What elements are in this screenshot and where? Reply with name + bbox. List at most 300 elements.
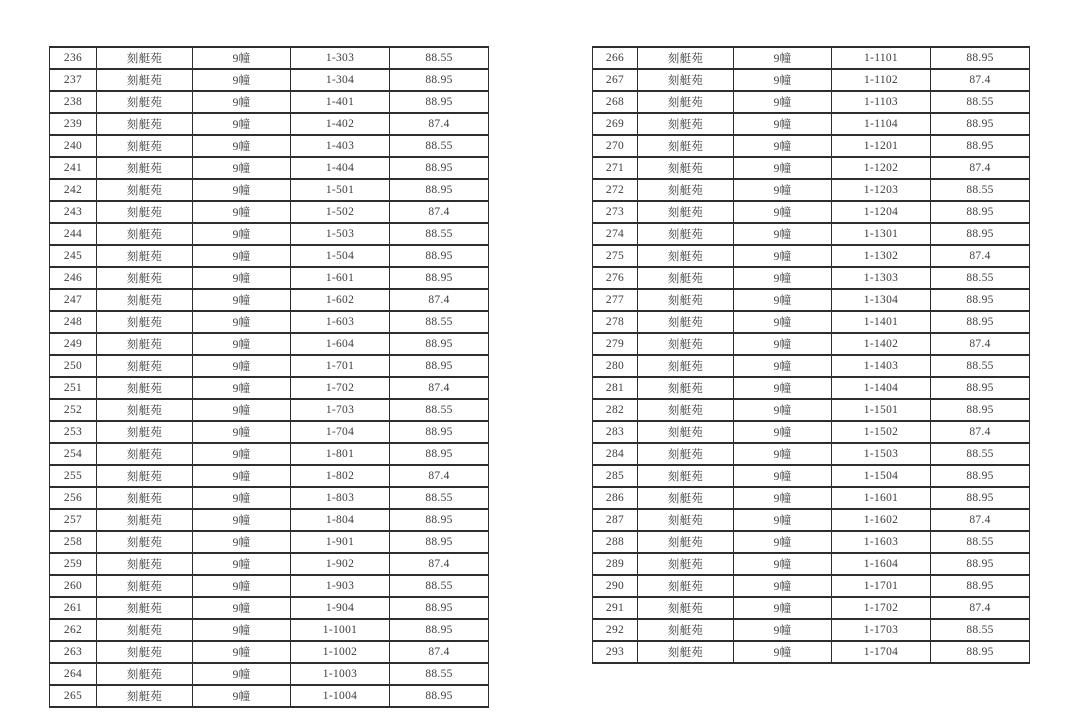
cell-community-name: 刻艇苑: [638, 355, 734, 377]
cell-floor-area: 87.4: [390, 553, 489, 575]
cell-room-number: 1-1101: [832, 47, 931, 69]
cell-floor-area: 87.4: [390, 377, 489, 399]
cell-serial-number: 265: [50, 685, 97, 707]
cell-serial-number: 257: [50, 509, 97, 531]
cell-building-number: 9幢: [193, 575, 291, 597]
cell-serial-number: 243: [50, 201, 97, 223]
cell-community-name: 刻艇苑: [638, 597, 734, 619]
cell-building-number: 9幢: [193, 91, 291, 113]
cell-floor-area: 88.55: [931, 91, 1030, 113]
cell-room-number: 1-1602: [832, 509, 931, 531]
cell-room-number: 1-503: [291, 223, 390, 245]
table-row: [50, 531, 489, 553]
table-left-body: [50, 47, 489, 707]
cell-community-name: 刻艇苑: [638, 157, 734, 179]
cell-serial-number: 285: [593, 465, 638, 487]
unit-area-table-right-page: [592, 46, 1030, 664]
table-row: [593, 267, 1030, 289]
table-row: [593, 289, 1030, 311]
cell-room-number: 1-1404: [832, 377, 931, 399]
cell-floor-area: 88.95: [931, 135, 1030, 157]
cell-floor-area: 88.95: [390, 597, 489, 619]
cell-serial-number: 281: [593, 377, 638, 399]
cell-room-number: 1-701: [291, 355, 390, 377]
table-row: [593, 333, 1030, 355]
table-row: [50, 69, 489, 91]
cell-serial-number: 254: [50, 443, 97, 465]
cell-room-number: 1-903: [291, 575, 390, 597]
cell-floor-area: 88.55: [931, 443, 1030, 465]
table-row: [50, 377, 489, 399]
cell-serial-number: 236: [50, 47, 97, 69]
cell-serial-number: 287: [593, 509, 638, 531]
cell-serial-number: 270: [593, 135, 638, 157]
table-row: [593, 157, 1030, 179]
table-row: [593, 487, 1030, 509]
cell-floor-area: 87.4: [931, 421, 1030, 443]
table-row: [50, 245, 489, 267]
table-row: [593, 377, 1030, 399]
cell-building-number: 9幢: [734, 113, 832, 135]
cell-serial-number: 239: [50, 113, 97, 135]
cell-community-name: 刻艇苑: [97, 619, 193, 641]
cell-serial-number: 264: [50, 663, 97, 685]
cell-serial-number: 273: [593, 201, 638, 223]
cell-serial-number: 266: [593, 47, 638, 69]
cell-community-name: 刻艇苑: [638, 267, 734, 289]
cell-room-number: 1-803: [291, 487, 390, 509]
cell-floor-area: 88.95: [390, 69, 489, 91]
cell-floor-area: 88.95: [931, 113, 1030, 135]
cell-serial-number: 244: [50, 223, 97, 245]
cell-community-name: 刻艇苑: [97, 597, 193, 619]
cell-floor-area: 88.55: [390, 311, 489, 333]
cell-floor-area: 88.95: [390, 509, 489, 531]
table-row: [50, 201, 489, 223]
cell-floor-area: 88.95: [390, 157, 489, 179]
cell-community-name: 刻艇苑: [97, 91, 193, 113]
table-row: [50, 355, 489, 377]
cell-serial-number: 249: [50, 333, 97, 355]
cell-building-number: 9幢: [734, 641, 832, 663]
cell-community-name: 刻艇苑: [638, 47, 734, 69]
cell-floor-area: 88.95: [390, 333, 489, 355]
cell-community-name: 刻艇苑: [638, 69, 734, 91]
cell-room-number: 1-1001: [291, 619, 390, 641]
cell-floor-area: 88.95: [931, 553, 1030, 575]
cell-floor-area: 88.55: [390, 487, 489, 509]
cell-room-number: 1-1603: [832, 531, 931, 553]
cell-community-name: 刻艇苑: [97, 443, 193, 465]
cell-building-number: 9幢: [193, 421, 291, 443]
cell-community-name: 刻艇苑: [638, 135, 734, 157]
cell-serial-number: 268: [593, 91, 638, 113]
table-row: [593, 553, 1030, 575]
cell-building-number: 9幢: [193, 465, 291, 487]
cell-community-name: 刻艇苑: [97, 377, 193, 399]
cell-room-number: 1-1002: [291, 641, 390, 663]
cell-building-number: 9幢: [734, 487, 832, 509]
cell-community-name: 刻艇苑: [97, 575, 193, 597]
cell-community-name: 刻艇苑: [97, 201, 193, 223]
cell-building-number: 9幢: [734, 289, 832, 311]
cell-floor-area: 88.95: [931, 487, 1030, 509]
cell-building-number: 9幢: [734, 575, 832, 597]
cell-floor-area: 88.55: [931, 619, 1030, 641]
cell-building-number: 9幢: [193, 663, 291, 685]
cell-floor-area: 88.55: [390, 399, 489, 421]
table-row: [593, 355, 1030, 377]
cell-serial-number: 246: [50, 267, 97, 289]
cell-serial-number: 253: [50, 421, 97, 443]
cell-serial-number: 260: [50, 575, 97, 597]
cell-floor-area: 87.4: [390, 465, 489, 487]
cell-floor-area: 88.95: [931, 289, 1030, 311]
cell-floor-area: 88.95: [390, 267, 489, 289]
cell-serial-number: 242: [50, 179, 97, 201]
cell-community-name: 刻艇苑: [638, 311, 734, 333]
cell-room-number: 1-603: [291, 311, 390, 333]
cell-floor-area: 87.4: [931, 69, 1030, 91]
cell-room-number: 1-502: [291, 201, 390, 223]
table-row: [593, 47, 1030, 69]
cell-building-number: 9幢: [734, 135, 832, 157]
cell-building-number: 9幢: [734, 377, 832, 399]
cell-community-name: 刻艇苑: [97, 223, 193, 245]
cell-building-number: 9幢: [734, 421, 832, 443]
cell-floor-area: 88.95: [390, 443, 489, 465]
cell-room-number: 1-1504: [832, 465, 931, 487]
cell-floor-area: 88.95: [931, 377, 1030, 399]
cell-community-name: 刻艇苑: [97, 355, 193, 377]
cell-community-name: 刻艇苑: [638, 223, 734, 245]
table-row: [50, 113, 489, 135]
cell-building-number: 9幢: [734, 531, 832, 553]
cell-serial-number: 289: [593, 553, 638, 575]
cell-serial-number: 252: [50, 399, 97, 421]
cell-building-number: 9幢: [734, 465, 832, 487]
cell-building-number: 9幢: [193, 553, 291, 575]
table-row: [50, 443, 489, 465]
cell-building-number: 9幢: [193, 223, 291, 245]
table-row: [50, 465, 489, 487]
cell-building-number: 9幢: [734, 399, 832, 421]
cell-room-number: 1-1201: [832, 135, 931, 157]
cell-building-number: 9幢: [193, 113, 291, 135]
cell-community-name: 刻艇苑: [638, 333, 734, 355]
cell-serial-number: 279: [593, 333, 638, 355]
cell-serial-number: 238: [50, 91, 97, 113]
cell-building-number: 9幢: [193, 597, 291, 619]
cell-room-number: 1-1203: [832, 179, 931, 201]
cell-community-name: 刻艇苑: [638, 575, 734, 597]
cell-building-number: 9幢: [193, 399, 291, 421]
cell-room-number: 1-303: [291, 47, 390, 69]
cell-community-name: 刻艇苑: [638, 443, 734, 465]
cell-serial-number: 290: [593, 575, 638, 597]
cell-community-name: 刻艇苑: [97, 663, 193, 685]
cell-building-number: 9幢: [193, 685, 291, 707]
cell-room-number: 1-1703: [832, 619, 931, 641]
cell-building-number: 9幢: [193, 47, 291, 69]
cell-building-number: 9幢: [734, 443, 832, 465]
table-row: [50, 289, 489, 311]
cell-floor-area: 87.4: [931, 509, 1030, 531]
cell-community-name: 刻艇苑: [97, 113, 193, 135]
table-row: [50, 333, 489, 355]
cell-room-number: 1-1403: [832, 355, 931, 377]
cell-community-name: 刻艇苑: [638, 179, 734, 201]
cell-room-number: 1-401: [291, 91, 390, 113]
cell-room-number: 1-702: [291, 377, 390, 399]
cell-community-name: 刻艇苑: [97, 47, 193, 69]
cell-floor-area: 88.55: [931, 355, 1030, 377]
cell-building-number: 9幢: [734, 201, 832, 223]
cell-serial-number: 293: [593, 641, 638, 663]
cell-room-number: 1-1102: [832, 69, 931, 91]
cell-room-number: 1-1704: [832, 641, 931, 663]
cell-building-number: 9幢: [734, 311, 832, 333]
cell-floor-area: 88.55: [390, 47, 489, 69]
table-row: [593, 531, 1030, 553]
cell-community-name: 刻艇苑: [97, 135, 193, 157]
cell-room-number: 1-402: [291, 113, 390, 135]
cell-building-number: 9幢: [734, 91, 832, 113]
cell-building-number: 9幢: [193, 487, 291, 509]
cell-serial-number: 241: [50, 157, 97, 179]
table-row: [50, 223, 489, 245]
cell-room-number: 1-902: [291, 553, 390, 575]
cell-room-number: 1-1503: [832, 443, 931, 465]
cell-room-number: 1-1502: [832, 421, 931, 443]
cell-serial-number: 256: [50, 487, 97, 509]
cell-floor-area: 87.4: [931, 333, 1030, 355]
cell-serial-number: 283: [593, 421, 638, 443]
table-row: [593, 597, 1030, 619]
cell-floor-area: 88.95: [931, 201, 1030, 223]
table-row: [593, 509, 1030, 531]
table-row: [593, 575, 1030, 597]
table-row: [50, 575, 489, 597]
cell-floor-area: 88.55: [931, 267, 1030, 289]
cell-building-number: 9幢: [193, 69, 291, 91]
table-row: [50, 597, 489, 619]
cell-building-number: 9幢: [193, 289, 291, 311]
cell-serial-number: 276: [593, 267, 638, 289]
table-row: [50, 47, 489, 69]
cell-community-name: 刻艇苑: [638, 399, 734, 421]
cell-building-number: 9幢: [734, 245, 832, 267]
cell-building-number: 9幢: [193, 333, 291, 355]
table-row: [50, 553, 489, 575]
cell-building-number: 9幢: [193, 245, 291, 267]
cell-room-number: 1-1301: [832, 223, 931, 245]
cell-floor-area: 88.55: [931, 179, 1030, 201]
cell-room-number: 1-403: [291, 135, 390, 157]
cell-room-number: 1-1401: [832, 311, 931, 333]
cell-serial-number: 263: [50, 641, 97, 663]
cell-community-name: 刻艇苑: [97, 311, 193, 333]
table-row: [50, 421, 489, 443]
cell-room-number: 1-1303: [832, 267, 931, 289]
cell-building-number: 9幢: [193, 619, 291, 641]
table-row: [50, 399, 489, 421]
cell-community-name: 刻艇苑: [638, 487, 734, 509]
table-row: [50, 135, 489, 157]
cell-community-name: 刻艇苑: [97, 399, 193, 421]
cell-floor-area: 88.95: [390, 685, 489, 707]
table-row: [593, 311, 1030, 333]
table-row: [50, 663, 489, 685]
table-row: [593, 443, 1030, 465]
cell-serial-number: 272: [593, 179, 638, 201]
cell-room-number: 1-304: [291, 69, 390, 91]
cell-community-name: 刻艇苑: [638, 553, 734, 575]
cell-serial-number: 280: [593, 355, 638, 377]
table-row: [593, 91, 1030, 113]
cell-building-number: 9幢: [734, 509, 832, 531]
cell-floor-area: 88.95: [931, 47, 1030, 69]
cell-building-number: 9幢: [734, 355, 832, 377]
cell-room-number: 1-1304: [832, 289, 931, 311]
table-row: [593, 69, 1030, 91]
cell-building-number: 9幢: [734, 619, 832, 641]
cell-floor-area: 88.95: [931, 465, 1030, 487]
cell-floor-area: 88.55: [931, 531, 1030, 553]
cell-serial-number: 271: [593, 157, 638, 179]
cell-room-number: 1-1003: [291, 663, 390, 685]
cell-community-name: 刻艇苑: [97, 245, 193, 267]
cell-room-number: 1-1501: [832, 399, 931, 421]
cell-serial-number: 277: [593, 289, 638, 311]
cell-room-number: 1-703: [291, 399, 390, 421]
table-row: [593, 465, 1030, 487]
cell-serial-number: 237: [50, 69, 97, 91]
cell-room-number: 1-404: [291, 157, 390, 179]
cell-serial-number: 278: [593, 311, 638, 333]
cell-room-number: 1-604: [291, 333, 390, 355]
cell-building-number: 9幢: [193, 531, 291, 553]
cell-floor-area: 88.95: [390, 179, 489, 201]
cell-room-number: 1-1604: [832, 553, 931, 575]
cell-community-name: 刻艇苑: [97, 641, 193, 663]
table-row: [50, 685, 489, 707]
cell-room-number: 1-501: [291, 179, 390, 201]
cell-building-number: 9幢: [734, 553, 832, 575]
cell-building-number: 9幢: [734, 179, 832, 201]
cell-room-number: 1-704: [291, 421, 390, 443]
cell-serial-number: 275: [593, 245, 638, 267]
cell-room-number: 1-804: [291, 509, 390, 531]
cell-floor-area: 88.55: [390, 663, 489, 685]
table-row: [50, 267, 489, 289]
cell-floor-area: 88.55: [390, 575, 489, 597]
cell-serial-number: 292: [593, 619, 638, 641]
cell-room-number: 1-1701: [832, 575, 931, 597]
table-row: [593, 619, 1030, 641]
cell-room-number: 1-1702: [832, 597, 931, 619]
cell-room-number: 1-904: [291, 597, 390, 619]
cell-building-number: 9幢: [193, 267, 291, 289]
cell-community-name: 刻艇苑: [97, 421, 193, 443]
cell-community-name: 刻艇苑: [97, 553, 193, 575]
cell-serial-number: 262: [50, 619, 97, 641]
cell-room-number: 1-802: [291, 465, 390, 487]
table-row: [593, 641, 1030, 663]
cell-building-number: 9幢: [734, 69, 832, 91]
cell-room-number: 1-1202: [832, 157, 931, 179]
cell-room-number: 1-901: [291, 531, 390, 553]
cell-serial-number: 284: [593, 443, 638, 465]
table-row: [50, 179, 489, 201]
cell-serial-number: 245: [50, 245, 97, 267]
cell-building-number: 9幢: [734, 157, 832, 179]
cell-floor-area: 88.95: [390, 619, 489, 641]
cell-community-name: 刻艇苑: [97, 509, 193, 531]
table-row: [50, 91, 489, 113]
cell-floor-area: 88.95: [931, 311, 1030, 333]
cell-floor-area: 88.55: [390, 135, 489, 157]
table-row: [593, 399, 1030, 421]
cell-serial-number: 247: [50, 289, 97, 311]
cell-building-number: 9幢: [734, 223, 832, 245]
cell-community-name: 刻艇苑: [97, 465, 193, 487]
table-row: [50, 487, 489, 509]
cell-floor-area: 87.4: [390, 641, 489, 663]
table-row: [593, 223, 1030, 245]
cell-floor-area: 87.4: [931, 157, 1030, 179]
cell-serial-number: 250: [50, 355, 97, 377]
cell-community-name: 刻艇苑: [638, 377, 734, 399]
cell-building-number: 9幢: [193, 509, 291, 531]
cell-room-number: 1-1204: [832, 201, 931, 223]
cell-room-number: 1-1004: [291, 685, 390, 707]
table-row: [593, 135, 1030, 157]
cell-serial-number: 291: [593, 597, 638, 619]
cell-room-number: 1-602: [291, 289, 390, 311]
cell-serial-number: 267: [593, 69, 638, 91]
cell-community-name: 刻艇苑: [638, 641, 734, 663]
cell-room-number: 1-601: [291, 267, 390, 289]
cell-floor-area: 88.95: [931, 575, 1030, 597]
cell-floor-area: 88.55: [390, 223, 489, 245]
cell-floor-area: 88.95: [390, 531, 489, 553]
cell-floor-area: 87.4: [390, 289, 489, 311]
cell-community-name: 刻艇苑: [97, 487, 193, 509]
table-row: [50, 641, 489, 663]
cell-serial-number: 274: [593, 223, 638, 245]
cell-building-number: 9幢: [734, 597, 832, 619]
cell-community-name: 刻艇苑: [638, 245, 734, 267]
cell-floor-area: 88.95: [931, 399, 1030, 421]
cell-community-name: 刻艇苑: [97, 157, 193, 179]
cell-floor-area: 88.95: [390, 355, 489, 377]
cell-serial-number: 248: [50, 311, 97, 333]
cell-building-number: 9幢: [734, 267, 832, 289]
cell-serial-number: 261: [50, 597, 97, 619]
cell-building-number: 9幢: [193, 355, 291, 377]
cell-building-number: 9幢: [193, 311, 291, 333]
cell-room-number: 1-504: [291, 245, 390, 267]
cell-building-number: 9幢: [193, 443, 291, 465]
cell-serial-number: 259: [50, 553, 97, 575]
cell-serial-number: 255: [50, 465, 97, 487]
cell-room-number: 1-1103: [832, 91, 931, 113]
table-right-body: [593, 47, 1030, 663]
cell-floor-area: 88.95: [931, 223, 1030, 245]
cell-community-name: 刻艇苑: [97, 685, 193, 707]
cell-building-number: 9幢: [193, 377, 291, 399]
